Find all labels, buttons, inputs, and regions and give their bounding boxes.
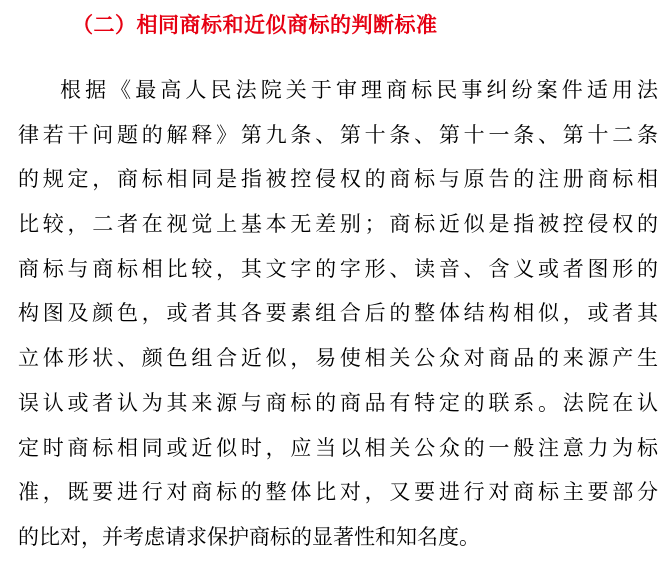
paragraph-line: 律若干问题的解释》第九条、第十条、第十一条、第十二条 bbox=[18, 122, 658, 147]
paragraph-line: 定时商标相同或近似时，应当以相关公众的一般注意力为标 bbox=[18, 435, 658, 460]
paragraph-line: 的比对，并考虑请求保护商标的显著性和知名度。 bbox=[18, 524, 480, 549]
paragraph-line: 比较，二者在视觉上基本无差别；商标近似是指被控侵权的 bbox=[18, 212, 658, 237]
paragraph-line: 误认或者认为其来源与商标的商品有特定的联系。法院在认 bbox=[18, 390, 658, 415]
paragraph-line: 准，既要进行对商标的整体比对，又要进行对商标主要部分 bbox=[18, 480, 658, 505]
body-paragraph bbox=[18, 68, 658, 560]
paragraph-line: 的规定，商标相同是指被控侵权的商标与原告的注册商标相 bbox=[18, 167, 658, 192]
paragraph-line: 根据《最高人民法院关于审理商标民事纠纷案件适用法 bbox=[60, 78, 658, 102]
section-heading: （二）相同商标和近似商标的判断标准 bbox=[72, 13, 438, 37]
paragraph-line: 构图及颜色，或者其各要素组合后的整体结构相似，或者其 bbox=[18, 301, 658, 326]
paragraph-line: 商标与商标相比较，其文字的字形、读音、含义或者图形的 bbox=[18, 256, 658, 281]
paragraph-line: 立体形状、颜色组合近似，易使相关公众对商品的来源产生 bbox=[18, 346, 658, 371]
